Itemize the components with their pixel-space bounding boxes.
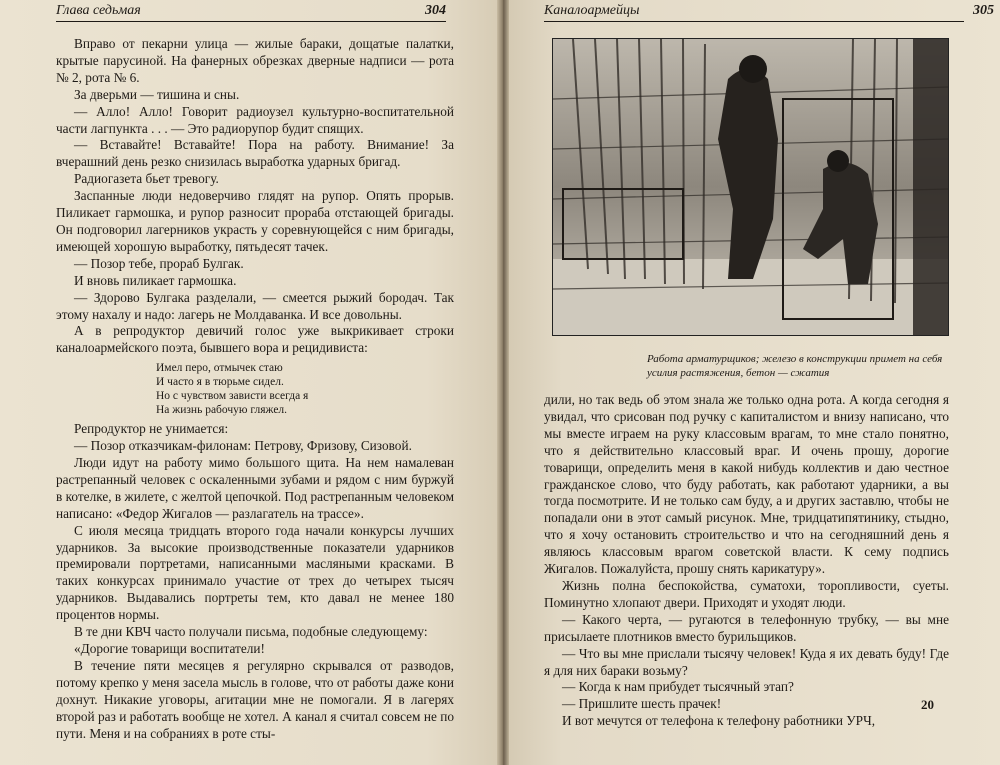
paragraph: Вправо от пекарни улица — жилые бараки, дощатые палатки, крытые парусиной. На фанерных обрезках дверные надписи — рота № 2, рота № 6.: [56, 36, 454, 85]
paragraph: В течение пяти месяцев я регулярно скрывался от разводов, потому крепко у меня засела мысль в голове, что от работы даже кони дохнут. Никакие уговоры, агитации мне не помогали. Я в лагерях второй раз и работать вообще не хотел. А канал я считал совсем не по пути. Меня и на собраниях в роте сты-: [56, 657, 454, 741]
paragraph: — Позор отказчикам-филонам: Петрову, Фризову, Сизовой.: [74, 438, 412, 454]
paragraph: — Что вы мне прислали тысячу человек! Куда я их девать буду! Где я для них бараки возьму?: [544, 645, 949, 678]
paragraph: дили, но так ведь об этом знала же только одна рота. А когда сегодня я увидал, что срисован под ручку с капиталистом и внизу написано, что мы вместе играем на руку классовым врагам, то мне стало понятно, что я действительно классовый враг. И очень прошу, дорогие товарищи, определить меня в какой нибудь коллектив и даю честное гражданское слово, что буду работать, как работают ударники, а вы тогда посмотрите. И не только сам буду, а и других заставлю, чтобы не попадали они в этот самый рисунок. Мне, тридцатипятинику, стыдно, что я хочу остановить строительство и что на сегодняшний день я являюсь классовым врагом советской власти. К сему подпись Жигалов. Пожалуйста, прошу снять карикатуру».: [544, 392, 949, 577]
paragraph: — Пришлите шесть прачек!: [562, 696, 722, 712]
paragraph: Заспанные люди недоверчиво глядят на рупор. Опять прорыв. Пиликает гармошка, и рупор разносит прораба отстающей бригады. Он подговорил лагерников украсть у соревнующейся с ним бригады, имеющей хорошую выработку, пятьдесят тачек.: [56, 188, 454, 254]
paragraph: — Какого черта, — ругаются в телефонную трубку, — вы мне присылаете плотников вместо бурильщиков.: [544, 611, 949, 644]
running-head-left: Глава седьмая: [56, 3, 141, 18]
poem-line: На жизнь рабочую гляжел.: [156, 404, 288, 417]
left-page-body: [56, 36, 454, 742]
paragraph: «Дорогие товарищи воспитатели!: [74, 641, 265, 656]
running-head-right: Каналоармейцы: [544, 3, 640, 18]
poem-line: Имел перо, отмычек стаю: [156, 362, 283, 375]
paragraph: — Алло! Алло! Говорит радиоузел культурно-воспитательной части лагпункта . . . — Это радиорупор будит спящих.: [56, 103, 454, 136]
poem: [156, 361, 454, 417]
poem-line: Но с чувством зависти всегда я: [156, 390, 309, 403]
page-number-right: 305: [973, 3, 994, 18]
right-page-header: [544, 3, 994, 22]
paragraph: И вновь пиликает гармошка.: [74, 272, 237, 288]
book-gutter: [497, 0, 509, 765]
paragraph: Люди идут на работу мимо большого щита. На нем намалеван растрепанный человек с оскаленными зубами и рядом с ним буржуй в котелке, в жилете, с желтой цепочкой. Под растрепанным человеком написано: «Федор Жигалов — разлагатель на трассе».: [56, 455, 454, 521]
page-number-left: 304: [425, 3, 446, 18]
paragraph: С июля месяца тридцать второго года начали конкурсы лучших ударников. За высокие производственные показатели ударников премировали портретами, написанными масляными красками. В таких конкурсах принимало участие от трех до четырех тысяч ударников. Выдавались портреты тем, кто давал не менее 180 процентов нормы.: [56, 522, 454, 623]
photo-illustration: [553, 39, 948, 335]
paragraph: За дверьми — тишина и сны.: [74, 86, 240, 102]
paragraph: Жизнь полна беспокойства, суматохи, торопливости, суеты. Поминутно хлопают двери. Приходят и уходят люди.: [544, 577, 949, 610]
left-page-header: [56, 3, 446, 22]
paragraph: — Позор тебе, прораб Булгак.: [74, 255, 244, 271]
photograph-rebar-workers: [552, 38, 949, 336]
poem-line: И часто я в тюрьме сидел.: [156, 376, 284, 389]
paragraph: Репродуктор не унимается:: [74, 421, 229, 437]
paragraph: — Вставайте! Вставайте! Пора на работу. Внимание! За вчерашний день резко снизилась выработка ударных бригад.: [56, 137, 454, 170]
signature-mark: 20: [921, 697, 934, 712]
paragraph: — Когда к нам прибудет тысячный этап?: [562, 679, 794, 695]
paragraph: Радиогазета бьет тревогу.: [74, 171, 219, 187]
paragraph: — Здорово Булгака разделали, — смеется рыжий бородач. Так этому нахалу и надо: лагерь не Молдаванка. И все довольны.: [56, 289, 454, 322]
paragraph: В те дни КВЧ часто получали письма, подобные следующему:: [74, 624, 428, 640]
photo-caption: Работа арматурщиков; железо в конструкции примет на себя усилия растяжения, бетон — сжатия: [647, 353, 943, 379]
paragraph: А в репродуктор девичий голос уже выкрикивает строки каналоармейского поэта, бывшего вора и рецидивиста:: [56, 323, 454, 356]
right-page-body: [544, 392, 949, 730]
right-page: [502, 0, 1000, 765]
paragraph: И вот мечутся от телефона к телефону работники УРЧ,: [562, 713, 876, 729]
